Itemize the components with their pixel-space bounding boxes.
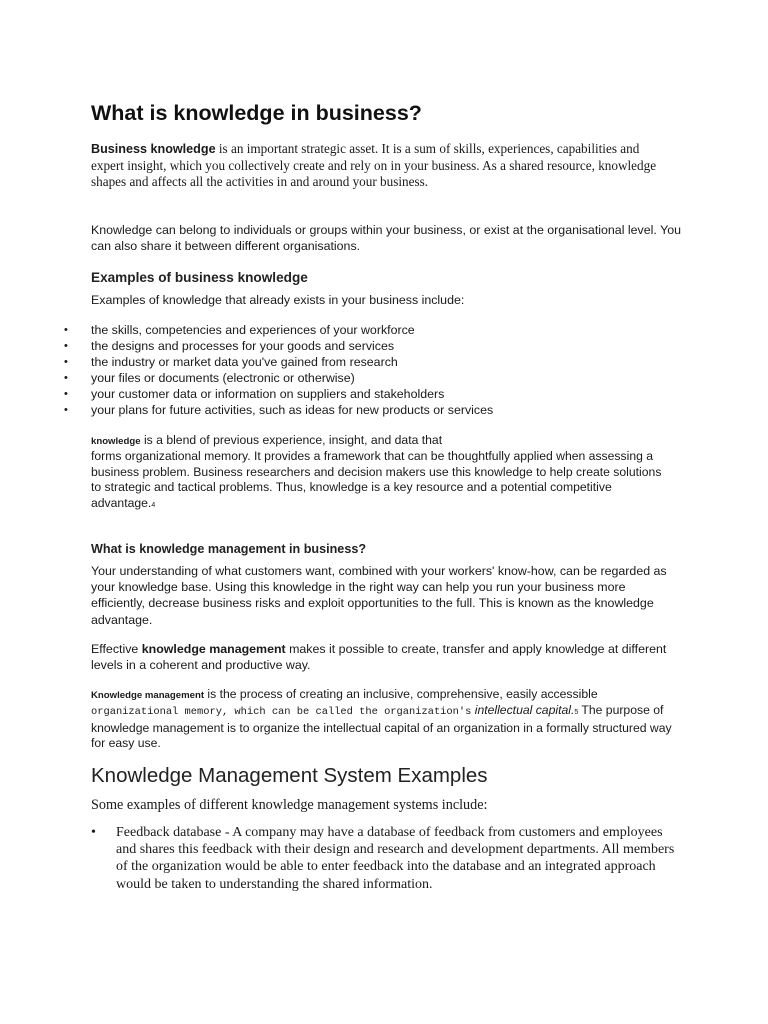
bullet-icon: • — [64, 372, 68, 384]
list-item: • the designs and processes for your goods and services — [64, 339, 395, 353]
bullet-icon: • — [64, 324, 68, 336]
examples-intro: Examples of knowledge that already exists in your business include: — [91, 293, 465, 307]
list-item: • the industry or market data you've gained from research — [64, 355, 398, 369]
definition-term: knowledge — [91, 436, 141, 447]
kms-list — [91, 824, 681, 893]
km-paragraph: Your understanding of what customers want, combined with your workers' know-how, can be regarded as your knowledge base. Using this knowledge in the right way can help you run your business more efficiently, decrease business risks and exploit opportunities to the full. This is known as the knowledge advantage. — [91, 564, 667, 627]
reference-marker: 5 — [574, 709, 579, 717]
bullet-icon: • — [64, 404, 68, 416]
bullet-icon: • — [64, 356, 68, 368]
bullet-icon: • — [64, 388, 68, 400]
intro-lead-term: Business knowledge — [91, 142, 216, 156]
bullet-icon: • — [64, 340, 68, 352]
intellectual-capital-term: intellectual capital. — [471, 703, 575, 718]
km-heading: What is knowledge management in business? — [91, 542, 367, 556]
intro-paragraph — [91, 141, 671, 191]
intro-text: is an important strategic asset. It is a sum of skills, experiences, capabilities and expert insight, which you collectively create and rely on in your business. As a shared resource, knowledge shapes and affects all the activities in and around your business. — [91, 141, 657, 189]
kms-heading: Knowledge Management System Examples — [91, 764, 488, 787]
effective-km-paragraph: Effective knowledge management makes it possible to create, transfer and apply knowledge at different levels in a coherent and productive way. — [91, 642, 667, 673]
list-item: • your files or documents (electronic or otherwise) — [64, 371, 355, 385]
list-item: • Feedback database - A company may have a database of feedback from customers and employees and shares this feedback with their design and research and development departments. All members of the organization would be able to enter feedback into the database and an integrated approach would be taken to understanding the shared information. — [91, 825, 675, 892]
kms-intro: Some examples of different knowledge management systems include: — [91, 797, 488, 813]
examples-list — [0, 322, 493, 418]
list-item: • the skills, competencies and experiences of your workforce — [64, 323, 415, 337]
page-title: What is knowledge in business? — [91, 101, 422, 125]
belonging-paragraph: Knowledge can belong to individuals or groups within your business, or exist at the organisational level. You can also share it between different organisations. — [91, 223, 681, 254]
reference-marker: 4 — [151, 501, 156, 509]
definition-term: Knowledge management — [91, 690, 205, 701]
examples-heading: Examples of business knowledge — [91, 270, 308, 285]
km-definition: Knowledge management is the process of creating an inclusive, comprehensive, easily accessible organizational memory, which can be called the organization's intellectual capital.5 The purpose of knowledge management is to organize the intellectual capital of an organization in a formally structured way for easy use. — [91, 687, 672, 751]
knowledge-definition: knowledge is a blend of previous experience, insight, and data that forms organizational memory. It provides a framework that can be thoughtfully applied when assessing a business problem. Business researchers and decision makers use this knowledge to help create solutions to strategic and tactical problems. Thus, knowledge is a key resource and a potential competitive advantage.4 — [91, 433, 662, 510]
bullet-icon: • — [91, 825, 96, 840]
km-term: knowledge management — [141, 642, 286, 656]
list-item: • your customer data or information on suppliers and stakeholders — [64, 387, 445, 401]
list-item: • your plans for future activities, such as ideas for new products or services — [64, 403, 494, 417]
